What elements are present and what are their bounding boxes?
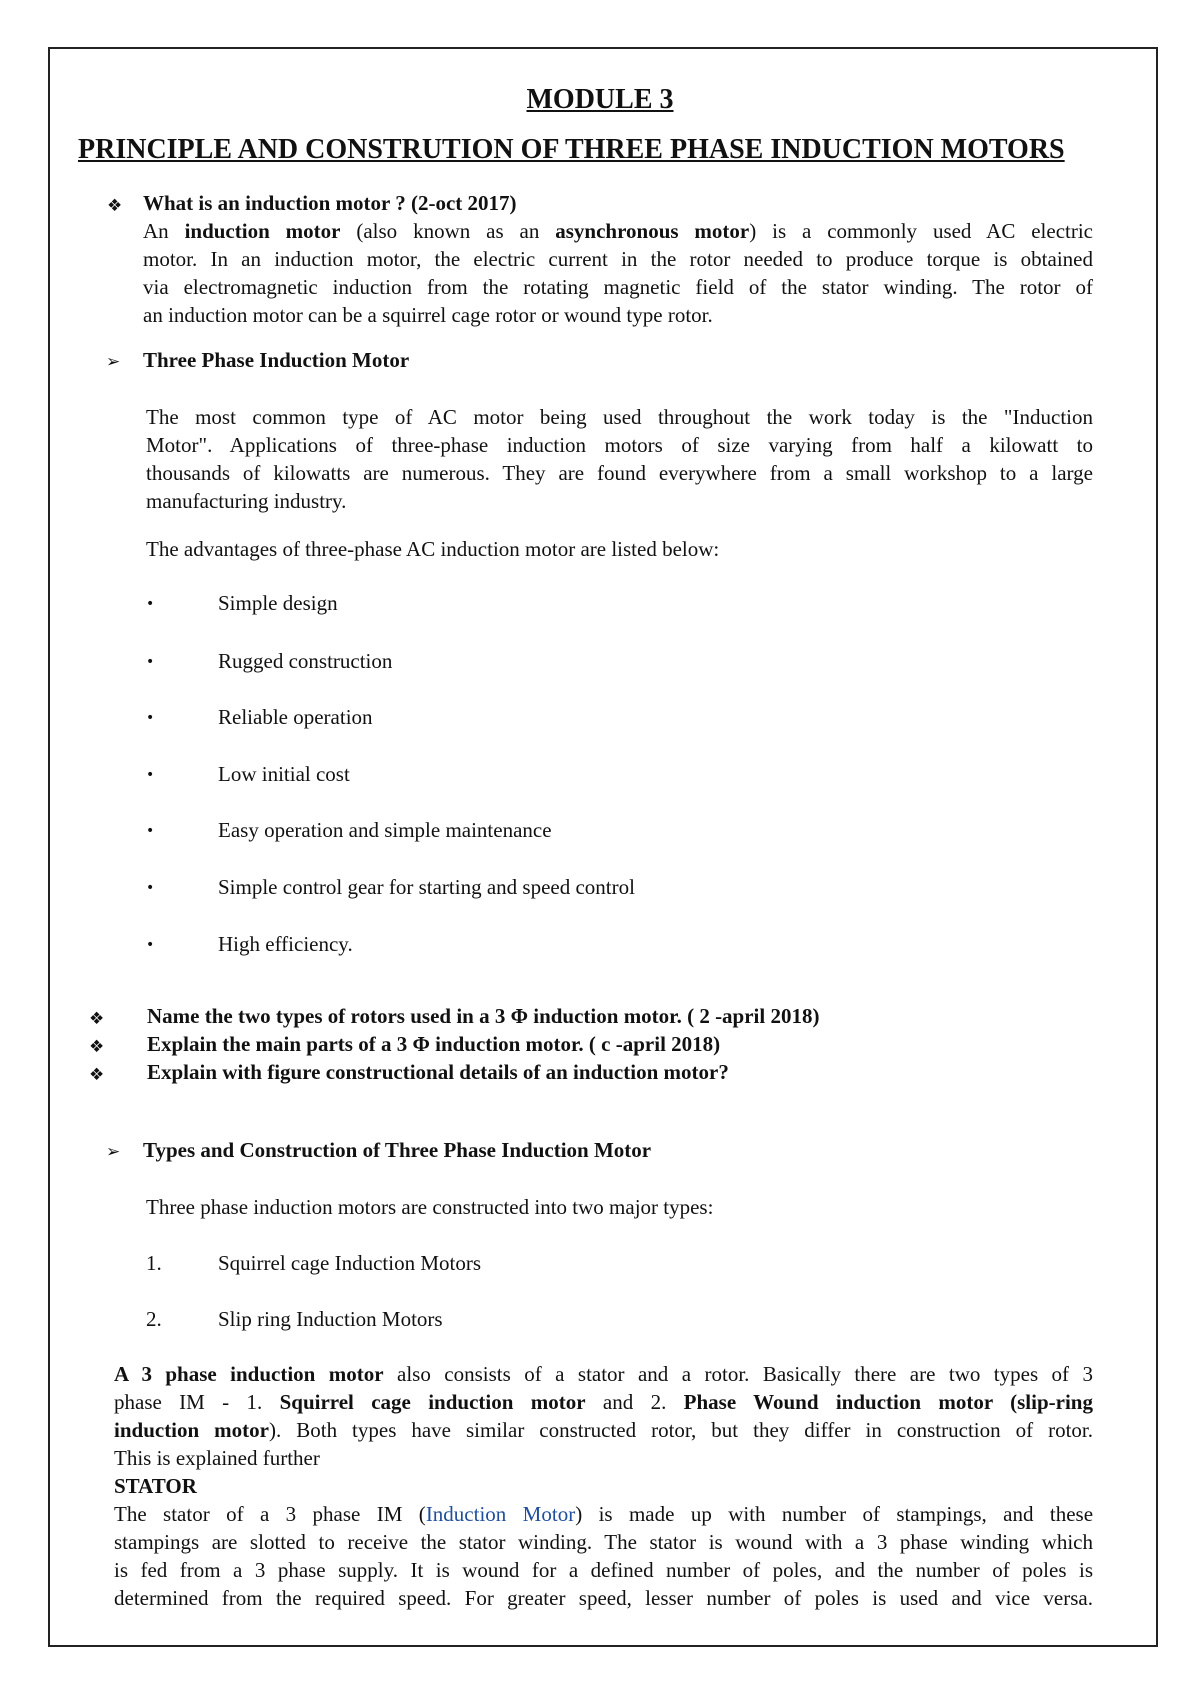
bullet-icon: •	[146, 823, 155, 839]
module-title: MODULE 3	[526, 84, 674, 115]
question-item: Explain with figure constructional details of an induction motor?	[147, 1060, 729, 1084]
para-line: induction motor). Both types have similar constructed rotor, but they differ in construction of rotor.	[114, 1418, 1093, 1442]
stator-line: determined from the required speed. For greater speed, lesser number of poles is used and vice versa.	[114, 1586, 1093, 1610]
q1-title: What is an induction motor ? (2-oct 2017)	[143, 191, 517, 215]
section2-title: Types and Construction of Three Phase Induction Motor	[143, 1138, 652, 1162]
bullet-icon: •	[146, 596, 155, 612]
advantage-item: Easy operation and simple maintenance	[218, 818, 552, 842]
advantage-item: High efficiency.	[218, 932, 353, 956]
diamond-bullet-icon: ❖	[89, 1065, 105, 1085]
stator-heading: STATOR	[114, 1474, 197, 1498]
section1-para-line: manufacturing industry.	[146, 489, 347, 513]
induction-motor-link[interactable]: Induction Motor	[425, 1502, 576, 1526]
type-number: 2.	[146, 1307, 162, 1331]
main-heading: PRINCIPLE AND CONSTRUTION OF THREE PHASE INDUCTION MOTORS	[78, 134, 1065, 165]
para-line: phase IM - 1. Squirrel cage induction motor and 2. Phase Wound induction motor (slip-ring	[114, 1390, 1093, 1414]
q1-line4: an induction motor can be a squirrel cage rotor or wound type rotor.	[143, 303, 713, 327]
advantage-item: Reliable operation	[218, 705, 373, 729]
stator-line: The stator of a 3 phase IM (Induction Motor) is made up with number of stampings, and these	[114, 1502, 1094, 1526]
arrow-bullet-icon: ➢	[106, 1142, 121, 1162]
type-label: Squirrel cage Induction Motors	[218, 1251, 482, 1275]
type-label: Slip ring Induction Motors	[218, 1307, 443, 1331]
question-item: Explain the main parts of a 3 Φ induction motor. ( c -april 2018)	[147, 1032, 721, 1056]
section1-title: Three Phase Induction Motor	[143, 348, 410, 372]
stator-line: is fed from a 3 phase supply. It is wound for a defined number of poles, and the number of poles is	[114, 1558, 1093, 1582]
question-item: Name the two types of rotors used in a 3 Φ induction motor. ( 2 -april 2018)	[147, 1004, 820, 1028]
q1-line2: motor. In an induction motor, the electric current in the rotor needed to produce torque is obtained	[143, 247, 1093, 271]
advantages-intro: The advantages of three-phase AC induction motor are listed below:	[146, 537, 720, 561]
advantage-item: Simple design	[218, 591, 338, 615]
arrow-bullet-icon: ➢	[106, 352, 121, 372]
diamond-bullet-icon: ❖	[89, 1009, 105, 1029]
advantage-item: Rugged construction	[218, 649, 393, 673]
q1-line3: via electromagnetic induction from the rotating magnetic field of the stator winding. The rotor of	[143, 275, 1093, 299]
section1-para-line: thousands of kilowatts are numerous. They are found everywhere from a small workshop to a large	[146, 461, 1093, 485]
bullet-icon: •	[146, 880, 155, 896]
stator-line: stampings are slotted to receive the stator winding. The stator is wound with a 3 phase winding which	[114, 1530, 1093, 1554]
advantage-item: Low initial cost	[218, 762, 350, 786]
bullet-icon: •	[146, 654, 155, 670]
diamond-bullet-icon: ❖	[89, 1037, 105, 1057]
advantage-item: Simple control gear for starting and speed control	[218, 875, 635, 899]
type-number: 1.	[146, 1251, 162, 1275]
section1-para-line: The most common type of AC motor being used throughout the work today is the "Induction	[146, 405, 1093, 429]
para-line: This is explained further	[114, 1446, 320, 1470]
diamond-bullet-icon: ❖	[107, 196, 123, 216]
bullet-icon: •	[146, 767, 155, 783]
section1-para-line: Motor". Applications of three-phase induction motors of size varying from half a kilowatt to	[146, 433, 1093, 457]
bullet-icon: •	[146, 710, 155, 726]
bullet-icon: •	[146, 937, 155, 953]
q1-line1: An induction motor (also known as an asynchronous motor) is a commonly used AC electric	[143, 219, 1094, 243]
section2-intro: Three phase induction motors are constructed into two major types:	[146, 1195, 714, 1219]
para-line: A 3 phase induction motor also consists of a stator and a rotor. Basically there are two types of 3	[114, 1362, 1093, 1386]
